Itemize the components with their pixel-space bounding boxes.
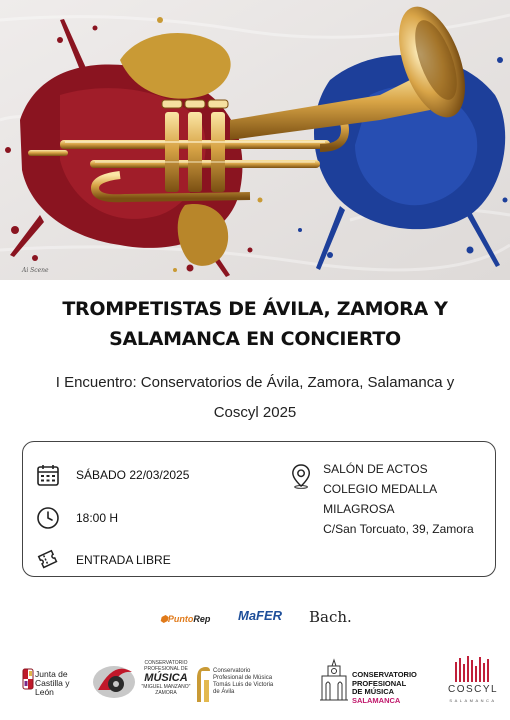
coscyl-bars-icon — [448, 654, 498, 682]
cmz-sub: "MIGUEL MANZANO" — [141, 684, 191, 690]
cav-line-1: Conservatorio — [213, 668, 251, 674]
location-pin-icon — [291, 462, 311, 490]
event-title — [0, 294, 510, 354]
coscyl-text: COSCYL — [448, 684, 499, 695]
title-line-1: TROMPETISTAS DE ÁVILA, ZAMORA Y — [62, 298, 448, 320]
cmz-top: CONSERVATORIO PROFESIONAL DE — [144, 660, 188, 672]
cmz-emblem-icon — [92, 660, 136, 700]
time-row — [36, 506, 118, 530]
event-date: SÁBADO 22/03/2025 — [76, 468, 190, 482]
csal-city: SALAMANCA — [352, 695, 401, 705]
venue-line-2: COLEGIO MEDALLA MILAGROSA — [323, 482, 437, 516]
title-line-2: SALAMANCA EN CONCIERTO — [109, 328, 401, 350]
date-row — [36, 463, 189, 487]
trumpet-paint-illustration — [0, 0, 510, 280]
puntorep-logo: ⬢PuntoRep — [160, 614, 211, 624]
mafer-logo — [238, 608, 282, 623]
junta-line-2: Castilla y León — [35, 678, 70, 697]
coscyl-subtext: SALAMANCA — [449, 698, 497, 703]
cav-emblem-icon — [194, 664, 212, 704]
coat-of-arms-icon — [22, 668, 34, 690]
junta-line-1: Junta de — [35, 669, 68, 679]
ticket-icon — [36, 548, 60, 572]
cmz-city: ZAMORA — [155, 690, 177, 696]
venue-block — [291, 462, 495, 539]
venue-address — [323, 459, 495, 539]
calendar-icon — [36, 463, 60, 487]
cav-line-3: Tomás Luis de Victoria — [213, 682, 274, 688]
conservatorio-avila-logo — [194, 664, 304, 708]
subtitle-line-1: I Encuentro: Conservatorios de Ávila, Zamora, Salamanca y — [55, 374, 455, 391]
institution-logos — [0, 650, 510, 710]
sponsor-logos — [0, 605, 510, 633]
building-icon — [318, 658, 350, 704]
event-subtitle — [30, 368, 480, 428]
entry-row — [36, 548, 171, 572]
cav-line-4: de Ávila — [213, 689, 235, 695]
puntorep-suffix: Rep — [193, 614, 211, 624]
artwork-signature: Ai Scene — [22, 267, 49, 274]
event-entry: ENTRADA LIBRE — [76, 553, 171, 567]
venue-line-1: SALÓN DE ACTOS — [323, 462, 428, 476]
bach-logo — [309, 608, 352, 626]
bach-text: Bach. — [309, 608, 352, 626]
venue-line-3: C/San Torcuato, 39, Zamora — [323, 522, 474, 536]
mafer-text: MaFER — [238, 608, 283, 623]
cav-line-2: Profesional de Música — [213, 675, 273, 681]
csal-line-1: CONSERVATORIO — [352, 670, 417, 679]
csal-line-2: PROFESIONAL — [352, 678, 407, 688]
junta-castilla-leon-logo — [22, 668, 70, 697]
cmz-big: MÚSICA — [144, 672, 188, 684]
event-details-card — [22, 441, 496, 577]
conservatorio-zamora-logo — [92, 660, 200, 706]
conservatorio-salamanca-logo — [318, 658, 442, 708]
event-time: 18:00 H — [76, 511, 119, 525]
subtitle-line-2: Coscyl 2025 — [213, 404, 297, 421]
coscyl-logo — [448, 654, 498, 708]
hero-artwork — [0, 0, 510, 280]
puntorep-prefix: Punto — [167, 614, 194, 624]
clock-icon — [36, 506, 60, 530]
csal-line-3: DE MÚSICA — [352, 687, 395, 696]
